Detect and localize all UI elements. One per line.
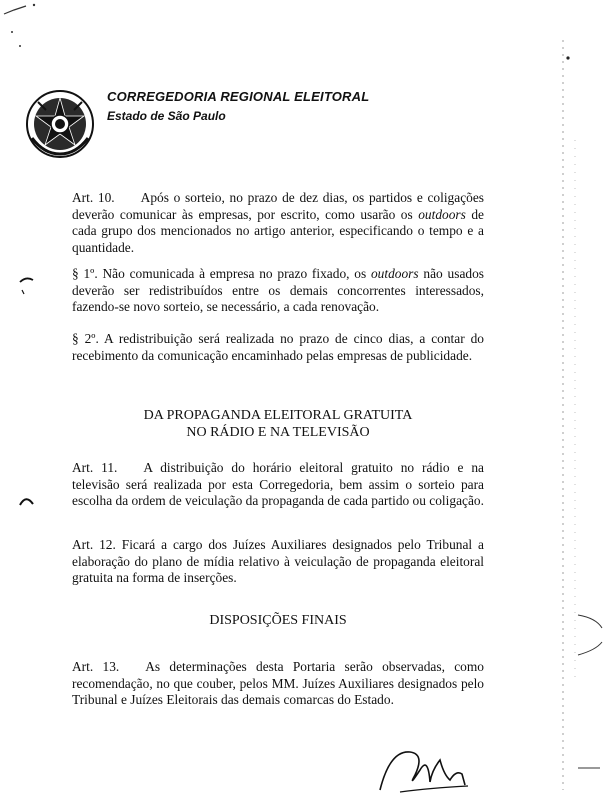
paragraph-1: [72, 266, 484, 316]
paragraph-1-label: § 1º.: [72, 266, 98, 281]
article-13: [72, 659, 484, 709]
article-12-text: Ficará a cargo dos Juízes Auxiliares designados pelo Tribunal a elaboração do plano de mídia relativo à veiculação de propaganda eleitoral gratuita na forma de inserções.: [72, 537, 484, 585]
header-org: CORREGEDORIA REGIONAL ELEITORAL: [107, 89, 370, 104]
article-12: [72, 537, 484, 587]
section-heading-propaganda: [72, 407, 484, 441]
article-11: [72, 460, 484, 510]
paragraph-1-text-a: Não comunicada à empresa no prazo fixado, os: [97, 266, 371, 281]
article-12-label: Art. 12.: [72, 537, 116, 552]
article-11-label: Art. 11.: [72, 460, 118, 475]
section-heading-final: DISPOSIÇÕES FINAIS: [209, 613, 347, 628]
paragraph-2-label: § 2º.: [72, 331, 99, 346]
article-10: [72, 190, 484, 256]
article-10-text-a: Após o sorteio, no prazo de dez dias, os partidos e coligações deverão comunicar às empresas, por escrito, como usarão os: [72, 190, 484, 222]
paragraph-1-text-b: não usados deverão ser redistribuídos entre os demais concorrentes interessados, fazendo-se novo sorteio, se necessário, a cada renovação.: [72, 266, 484, 314]
paragraph-2-text: A redistribuição será realizada no prazo de cinco dias, a contar do recebimento da comunicação encaminhado pelas empresas de publicidade.: [72, 331, 484, 363]
article-10-text-b: de cada grupo dos mencionados no artigo anterior, especificando o tempo e a quantidade.: [72, 206, 484, 255]
article-10-label: Art. 10.: [72, 190, 115, 205]
signature-image: [370, 730, 490, 795]
coat-of-arms-seal: [24, 88, 96, 160]
section-heading-line-1: DA PROPAGANDA ELEITORAL GRATUITA: [143, 408, 413, 423]
article-13-label: Art. 13.: [72, 659, 120, 674]
article-13-text: As determinações desta Portaria serão observadas, como recomendação, no que couber, pelos MM. Juízes Auxiliares designados pelo Tribunal e Juízes Eleitorais das demais comarcas do Estado.: [72, 659, 484, 707]
article-10-italic: outdoors: [418, 206, 466, 222]
header-state: Estado de São Paulo: [107, 109, 226, 123]
section-heading-line-2: NO RÁDIO E NA TELEVISÃO: [186, 425, 370, 440]
article-11-text: A distribuição do horário eleitoral gratuito no rádio e na televisão será realizada por esta Corregedoria, bem assim o sorteio para escolha da ordem de veiculação da propaganda de cada partido ou coligação.: [72, 460, 484, 508]
paragraph-2: [72, 331, 484, 364]
paragraph-1-italic: outdoors: [370, 266, 419, 281]
